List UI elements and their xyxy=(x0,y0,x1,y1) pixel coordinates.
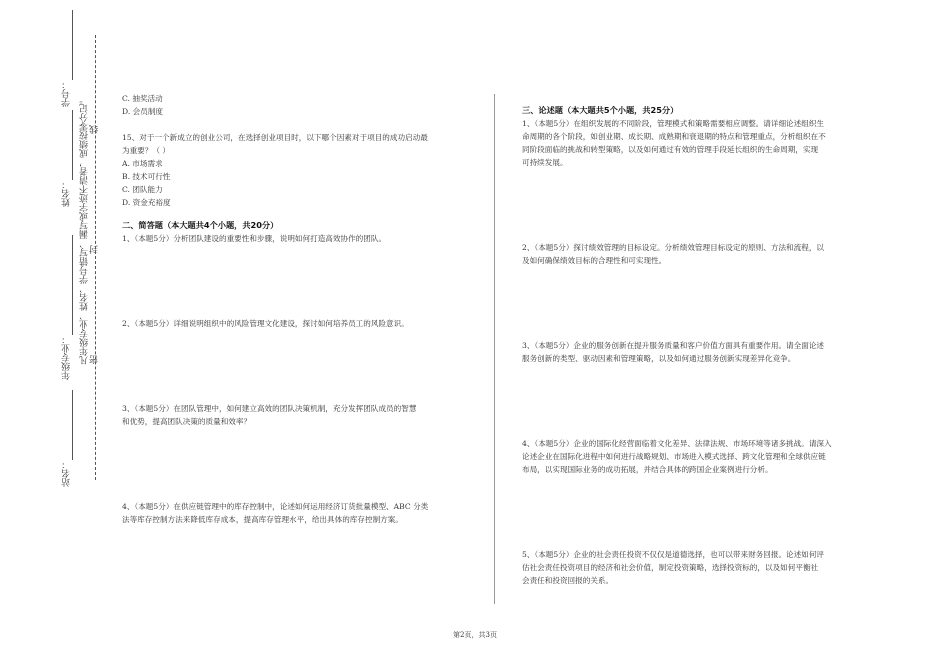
essay-q5-line2: 估社会责任投资项目的经济和社会价值，制定投资策略，选择投资标的，以及如何平衡社 xyxy=(522,563,819,572)
essay-q2-line1: 2、（本题5分）探讨绩效管理的目标设定。分析绩效管理目标设定的原则、方法和流程，以 xyxy=(522,243,825,252)
essay-q4-line3: 布局，以实现国际业务的成功拓展，并结合具体的跨国企业案例进行分析。 xyxy=(522,465,773,474)
question-15-line1: 15、对于一个新成立的创业公司，在选择创业项目时，以下哪个因素对于项目的成功启动最 xyxy=(122,133,428,142)
essay-q5 xyxy=(522,548,862,587)
short-answer-q1: 1、（本题5分）分析团队建设的重要性和步骤，说明如何打造高效协作的团队。 xyxy=(122,234,387,243)
name-label: 姓名： xyxy=(62,180,72,207)
grade-major-line xyxy=(72,235,73,335)
short-answer-q3-line1: 3、（本题5分）在团队管理中，如何建立高效的团队决策机制，充分发挥团队成员的智慧 xyxy=(122,404,417,413)
station-line xyxy=(72,390,73,460)
essay-q3-line1: 3、（本题5分）企业的服务创新在提升服务质量和客户价值方面具有重要作用。请全面论述 xyxy=(522,341,825,350)
station-label: 站名： xyxy=(62,460,72,487)
cut-line xyxy=(95,35,96,480)
grade-major-label: 年级专业： xyxy=(62,335,72,380)
question-15-line2: 为重要？（ ） xyxy=(122,146,170,155)
binding-margin xyxy=(0,0,110,672)
essay-q1-line4: 可持续发展。 xyxy=(522,158,568,167)
q15-option-d: D. 资金充裕度 xyxy=(122,198,171,207)
binding-instruction: 凡年级专业、姓名、学号错写、漏写或字迹不清者，成绩按零分记。 xyxy=(80,95,90,365)
name-line xyxy=(72,110,73,180)
essay-q1-line2: 命周期的各个阶段，如创业期、成长期、成熟期和衰退期的特点和管理重点，分析组织在不 xyxy=(522,132,826,141)
prev-option-d: D. 会员制度 xyxy=(122,107,164,116)
student-id-line xyxy=(72,10,73,80)
essay-q4 xyxy=(522,437,862,476)
essay-q2 xyxy=(522,241,862,267)
essay-q3 xyxy=(522,339,862,365)
essay-q1 xyxy=(522,117,862,169)
q15-option-c: C. 团队能力 xyxy=(122,185,163,194)
short-answer-q2: 2、（本题5分）详细说明组织中的风险管理文化建设，探讨如何培养员工的风险意识。 xyxy=(122,319,409,328)
essay-q3-line2: 服务创新的类型、驱动因素和管理策略，以及如何通过服务创新实现差异化竞争。 xyxy=(522,354,796,363)
short-answer-q3-line2: 和优势，提高团队决策的质量和效率？ xyxy=(122,417,252,426)
page-number: 第2页，共3页 xyxy=(453,631,497,639)
essay-q1-line1: 1、（本题5分）在组织发展的不同阶段，管理模式和策略需要相应调整。请详细论述组织生 xyxy=(522,119,825,128)
essay-q5-line3: 会责任和投资回报的关系。 xyxy=(522,576,614,585)
section-2-title: 二、简答题（本大题共4个小题，共20分） xyxy=(122,220,279,230)
student-id-label: 学号： xyxy=(62,80,72,107)
short-answer-q4-line2: 法等库存控制方法来降低库存成本，提高库存管理水平，给出具体的库存控制方案。 xyxy=(122,515,403,524)
short-answer-q4-line1: 4、（本题5分）在供应链管理中的库存控制中，论述如何运用经济订货批量模型、ABC 分类 xyxy=(122,502,429,511)
column-divider xyxy=(494,94,495,604)
essay-q2-line2: 及如何确保绩效目标的合理性和可实现性。 xyxy=(522,256,667,265)
essay-q5-line1: 5、（本题5分）企业的社会责任投资不仅仅是道德选择，也可以带来财务回报。论述如何评 xyxy=(522,550,825,559)
seal-feng: 封 xyxy=(90,245,100,254)
left-column xyxy=(122,92,472,526)
section-3-title: 三、论述题（本大题共5个小题，共25分） xyxy=(522,105,679,115)
essay-q4-line2: 论述企业在国际化进程中如何进行战略规划、市场进入模式选择、跨文化管理和全球供应链 xyxy=(522,452,826,461)
essay-q4-line1: 4、（本题5分）企业的国际化经营面临着文化差异、法律法规、市场环境等诸多挑战。请深入 xyxy=(522,439,832,448)
right-column xyxy=(522,104,862,587)
q15-option-b: B. 技术可行性 xyxy=(122,172,171,181)
essay-q1-line3: 同阶段面临的挑战和转型策略，以及如何通过有效的管理手段延长组织的生命周期，实现 xyxy=(522,145,819,154)
seal-mi: 密 xyxy=(90,355,100,364)
q15-option-a: A. 市场需求 xyxy=(122,159,163,168)
seal-xian: 线 xyxy=(90,125,100,134)
prev-option-c: C. 抽奖活动 xyxy=(122,94,163,103)
